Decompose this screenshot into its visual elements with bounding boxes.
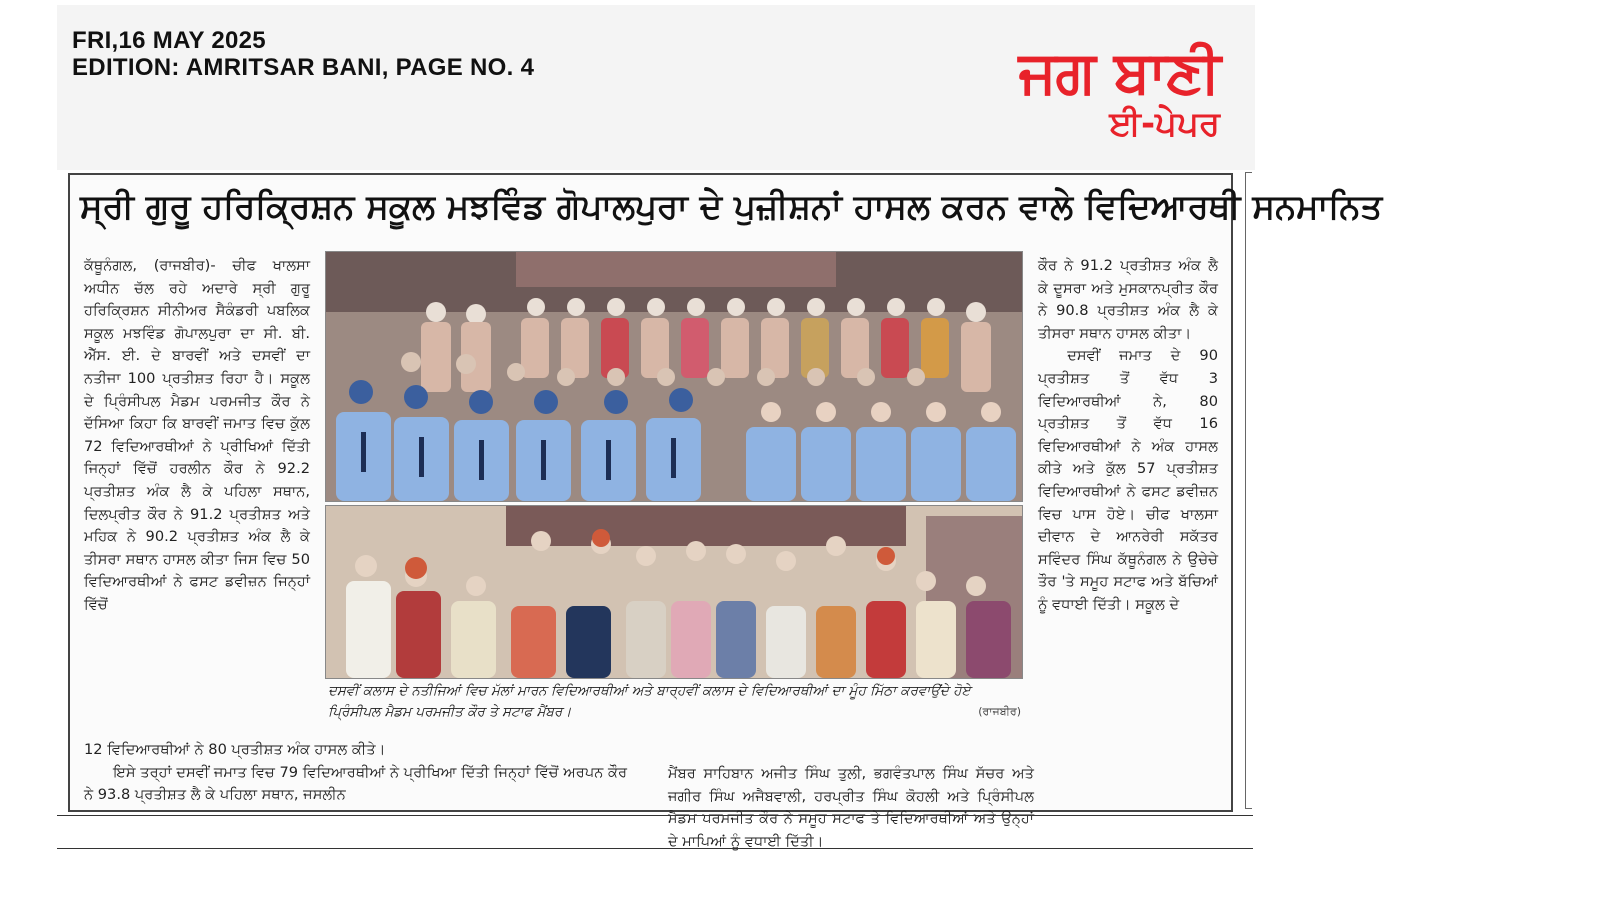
newspaper-sheet: [57, 5, 1383, 850]
masthead-subtitle: ਈ-ਪੇਪਰ: [1109, 104, 1220, 144]
article-right-column: [1038, 255, 1218, 815]
group-photo-sweets-distribution: [326, 506, 1022, 678]
right-column-para-2: ਦਸਵੀਂ ਜਮਾਤ ਦੇ 90 ਪ੍ਰਤੀਸ਼ਤ ਤੋਂ ਵੱਧ 3 ਵਿਦਿਆਰਥੀਆਂ ਨੇ, 80 ਪ੍ਰਤੀਸ਼ਤ ਤੋਂ ਵੱਧ 16 ਵਿਦਿਆਰਥੀਆਂ ਨੇ ਅੰਕ ਹਾਸਲ ਕੀਤੇ ਅਤੇ ਕੁੱਲ 57 ਪ੍ਰਤੀਸ਼ਤ ਵਿਦਿਆਰਥੀਆਂ ਨੇ ਫਸਟ ਡਵੀਜ਼ਨ ਵਿਚ ਪਾਸ ਹੋਏ। ਚੀਫ ਖਾਲਸਾ ਦੀਵਾਨ ਦੇ ਆਨਰੇਰੀ ਸਕੱਤਰ ਸਵਿੰਦਰ ਸਿੰਘ ਕੱਥੂਨੰਗਲ ਨੇ ਉਚੇਚੇ ਤੌਰ 'ਤੇ ਸਮੂਹ ਸਟਾਫ ਅਤੇ ਬੱਚਿਆਂ ਨੂੰ ਵਧਾਈ ਦਿੱਤੀ। ਸਕੂਲ ਦੇ: [1038, 347, 1218, 613]
article-bottom-middle: ਮੈਂਬਰ ਸਾਹਿਬਾਨ ਅਜੀਤ ਸਿੰਘ ਤੁਲੀ, ਭਗਵੰਤਪਾਲ ਸਿੰਘ ਸੱਚਰ ਅਤੇ ਜਗੀਰ ਸਿੰਘ ਅਜੈਬਵਾਲੀ, ਹਰਪ੍ਰੀਤ ਸਿੰਘ ਕੋਹਲੀ ਅਤੇ ਪ੍ਰਿੰਸੀਪਲ ਮੈਡਮ ਪਰਮਜੀਤ ਕੌਰ ਨੇ ਸਮੂਹ ਸਟਾਫ ਤੇ ਵਿਦਿਆਰਥੀਆਂ ਅਤੇ ਉਨ੍ਹਾਂ ਦੇ ਮਾਪਿਆਂ ਨੂੰ ਵਧਾਈ ਦਿੱਤੀ।: [668, 765, 1034, 850]
divider-line-2: [57, 848, 1253, 849]
right-column-para-1: ਕੌਰ ਨੇ 91.2 ਪ੍ਰਤੀਸ਼ਤ ਅੰਕ ਲੈ ਕੇ ਦੂਸਰਾ ਅਤੇ ਮੁਸਕਾਨਪ੍ਰੀਤ ਕੌਰ ਨੇ 90.8 ਪ੍ਰਤੀਸ਼ਤ ਅੰਕ ਲੈ ਕੇ ਤੀਸਰਾ ਸਥਾਨ ਹਾਸਲ ਕੀਤਾ।: [1038, 257, 1218, 342]
photo-credit: (ਰਾਜਬੀਰ): [978, 705, 1021, 718]
photo-bottom: [325, 505, 1023, 679]
bottom-left-line-1: 12 ਵਿਦਿਆਰਥੀਆਂ ਨੇ 80 ਪ੍ਰਤੀਸ਼ਤ ਅੰਕ ਹਾਸਲ ਕੀਤੇ।: [84, 741, 386, 758]
left-column-text: ਕੱਥੂਨੰਗਲ, (ਰਾਜਬੀਰ)- ਚੀਫ ਖਾਲਸਾ ਅਧੀਨ ਚੱਲ ਰਹੇ ਅਦਾਰੇ ਸ੍ਰੀ ਗੁਰੂ ਹਰਿਕ੍ਰਿਸ਼ਨ ਸੀਨੀਅਰ ਸੈਕੰਡਰੀ ਪਬਲਿਕ ਸਕੂਲ ਮਝਵਿੰਡ ਗੋਪਾਲਪੁਰਾ ਦਾ ਸੀ. ਬੀ. ਐੱਸ. ਈ. ਦੇ ਬਾਰਵੀਂ ਅਤੇ ਦਸਵੀਂ ਦਾ ਨਤੀਜਾ 100 ਪ੍ਰਤੀਸ਼ਤ ਰਿਹਾ ਹੈ। ਸਕੂਲ ਦੇ ਪ੍ਰਿੰਸੀਪਲ ਮੈਡਮ ਪਰਮਜੀਤ ਕੌਰ ਨੇ ਦੱਸਿਆ ਕਿਹਾ ਕਿ ਬਾਰਵੀਂ ਜਮਾਤ ਵਿਚ ਕੁੱਲ 72 ਵਿਦਿਆਰਥੀਆਂ ਨੇ ਪ੍ਰੀਖਿਆਂ ਦਿੱਤੀ ਜਿਨ੍ਹਾਂ ਵਿੱਚੋਂ ਹਰਲੀਨ ਕੌਰ ਨੇ 92.2 ਪ੍ਰਤੀਸ਼ਤ ਅੰਕ ਲੈ ਕੇ ਪਹਿਲਾ ਸਥਾਨ, ਦਿਲਪ੍ਰੀਤ ਕੌਰ ਨੇ 91.2 ਪ੍ਰਤੀਸ਼ਤ ਅਤੇ ਮਹਿਕ ਨੇ 90.2 ਪ੍ਰਤੀਸ਼ਤ ਅੰਕ ਲੈ ਕੇ ਤੀਸਰਾ ਸਥਾਨ ਹਾਸਲ ਕੀਤਾ ਜਿਸ ਵਿਚ 50 ਵਿਦਿਆਰਥੀਆਂ ਨੇ ਫਸਟ ਡਵੀਜ਼ਨ ਜਿਨ੍ਹਾਂ ਵਿੱਚੋਂ: [84, 257, 310, 613]
article-clipping: [68, 173, 1383, 850]
photo-caption: ਦਸਵੀਂ ਕਲਾਸ ਦੇ ਨਤੀਜਿਆਂ ਵਿਚ ਮੱਲਾਂ ਮਾਰਨ ਵਿਦਿਆਰਥੀਆਂ ਅਤੇ ਬਾਰ੍ਹਵੀਂ ਕਲਾਸ ਦੇ ਵਿਦਿਆਰਥੀਆਂ ਦਾ ਮੂੰਹ ਮਿੱਠਾ ਕਰਵਾਉਂਦੇ ਹੋਏ ਪ੍ਰਿੰਸੀਪਲ ਮੈਡਮ ਪਰਮਜੀਤ ਕੌਰ ਤੇ ਸਟਾਫ ਮੈਂਬਰ।: [328, 683, 971, 720]
masthead-logo: [1019, 40, 1220, 144]
edition-meta: [72, 27, 534, 81]
article-left-column: [84, 255, 310, 768]
masthead-name: ਜਗ ਬਾਣੀ: [1018, 38, 1220, 106]
adjacent-clip-edge: [1245, 172, 1252, 809]
photo-top: [325, 251, 1023, 502]
article-headline: ਸ੍ਰੀ ਗੁਰੂ ਹਰਿਕ੍ਰਿਸ਼ਨ ਸਕੂਲ ਮਝਵਿੰਡ ਗੋਪਾਲਪੁਰਾ ਦੇ ਪੁਜ਼ੀਸ਼ਨਾਂ ਹਾਸਲ ਕਰਨ ਵਾਲੇ ਵਿਦਿਆਰਥੀ ਸਨਮਾਨਿਤ: [80, 187, 1383, 227]
edition-date: FRI,16 MAY 2025: [72, 27, 266, 54]
divider-line-1: [57, 815, 1253, 816]
edition-info: EDITION: AMRITSAR BANI, PAGE NO. 4: [72, 54, 535, 81]
article-bottom-left: [84, 739, 638, 807]
bottom-left-para-2: ਇਸੇ ਤਰ੍ਹਾਂ ਦਸਵੀਂ ਜਮਾਤ ਵਿਚ 79 ਵਿਦਿਆਰਥੀਆਂ ਨੇ ਪ੍ਰੀਖਿਆ ਦਿੱਤੀ ਜਿਨ੍ਹਾਂ ਵਿੱਚੋਂ ਅਰਪਨ ਕੌਰ ਨੇ 93.8 ਪ੍ਰਤੀਸ਼ਤ ਲੈ ਕੇ ਪਹਿਲਾ ਸਥਾਨ, ਜਸਲੀਨ: [84, 763, 628, 804]
group-photo-students-staff: [326, 252, 1022, 501]
